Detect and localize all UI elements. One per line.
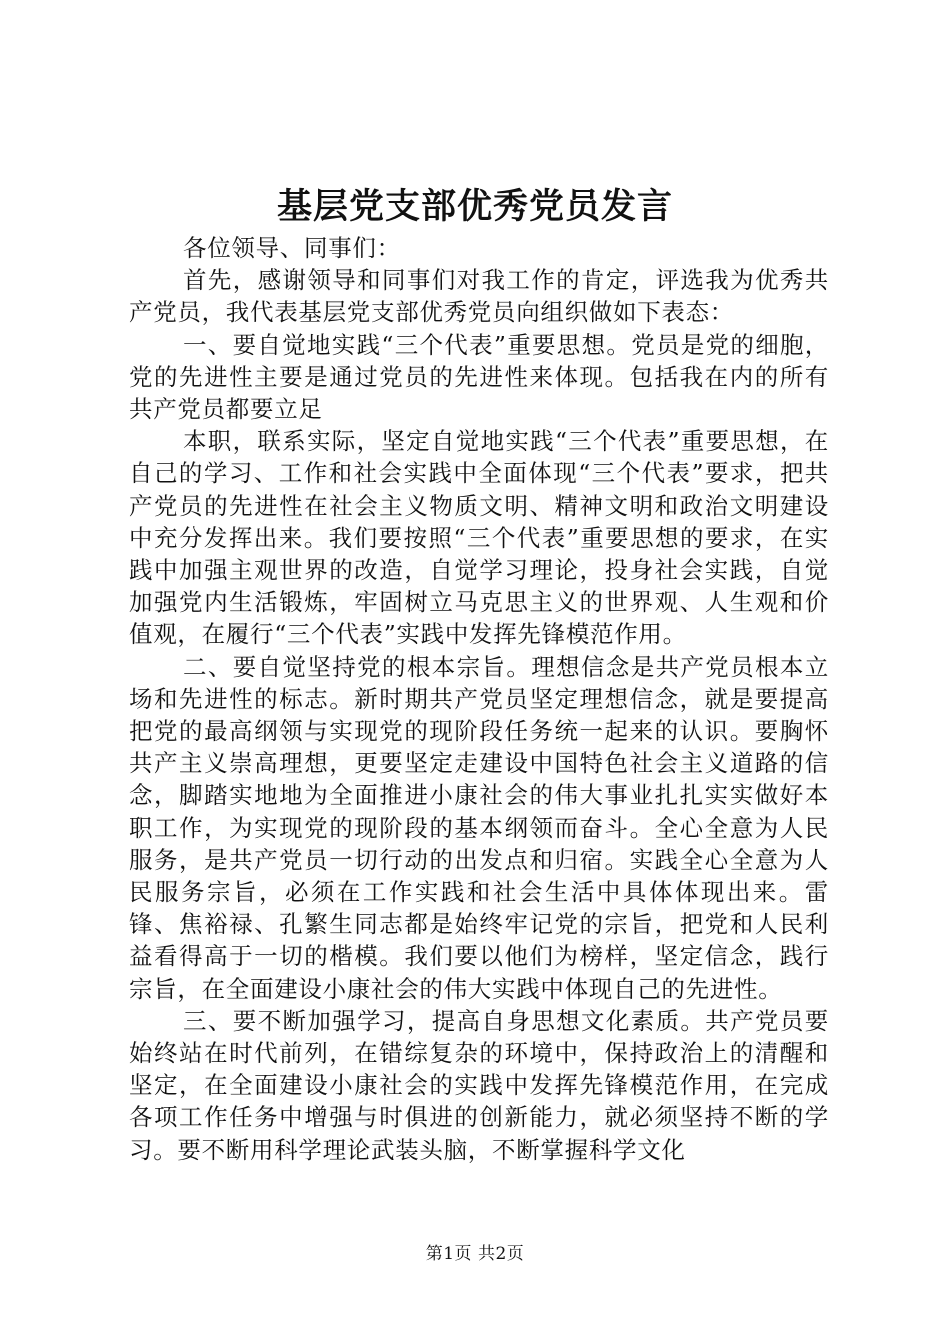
point-one-continued-paragraph: 本职，联系实际，坚定自觉地实践“三个代表”重要思想，在自己的学习、工作和社会实践中全面体现“三个代表”要求，把共产党员的先进性在社会主义物质文明、精神文明和政治文明建设中充分发挥出来。我们要按照“三个代表”重要思想的要求，在实践中加强主观世界的改造，自觉学习理论，投身社会实践，自觉加强党内生活锻炼，牢固树立马克思主义的世界观、人生观和价值观，在履行“三个代表”实践中发挥先锋模范作用。 [129, 427, 829, 649]
document-body [129, 232, 829, 1166]
intro-paragraph: 首先，感谢领导和同事们对我工作的肯定，评选我为优秀共产党员，我代表基层党支部优秀党员向组织做如下表态： [129, 266, 829, 327]
point-three-paragraph: 三、要不断加强学习，提高自身思想文化素质。共产党员要始终站在时代前列，在错综复杂的环境中，保持政治上的清醒和坚定，在全面建设小康社会的实践中发挥先锋模范作用，在完成各项工作任务中增强与时俱进的创新能力，就必须坚持不断的学习。要不断用科学理论武装头脑，不断掌握科学文化 [129, 1006, 829, 1164]
point-one-paragraph: 一、要自觉地实践“三个代表”重要思想。党员是党的细胞，党的先进性主要是通过党员的先进性来体现。包括我在内的所有共产党员都要立足 [129, 330, 829, 424]
document-title: 基层党支部优秀党员发言 [276, 186, 673, 227]
page-number-footer: 第1页 共2页 [425, 1244, 525, 1264]
point-two-paragraph: 二、要自觉坚持党的根本宗旨。理想信念是共产党员根本立场和先进性的标志。新时期共产党员坚定理想信念，就是要提高把党的最高纲领与实现党的现阶段任务统一起来的认识。要胸怀共产主义崇高理想，更要坚定走建设中国特色社会主义道路的信念，脚踏实地地为全面推进小康社会的伟大事业扎扎实实做好本职工作，为实现党的现阶段的基本纲领而奋斗。全心全意为人民服务，是共产党员一切行动的出发点和归宿。实践全心全意为人民服务宗旨，必须在工作实践和社会生活中具体体现出来。雷锋、焦裕禄、孔繁生同志都是始终牢记党的宗旨，把党和人民利益看得高于一切的楷模。我们要以他们为榜样，坚定信念，践行宗旨，在全面建设小康社会的伟大实践中体现自己的先进性。 [129, 652, 829, 1003]
salutation-paragraph: 各位领导、同事们： [183, 234, 401, 262]
